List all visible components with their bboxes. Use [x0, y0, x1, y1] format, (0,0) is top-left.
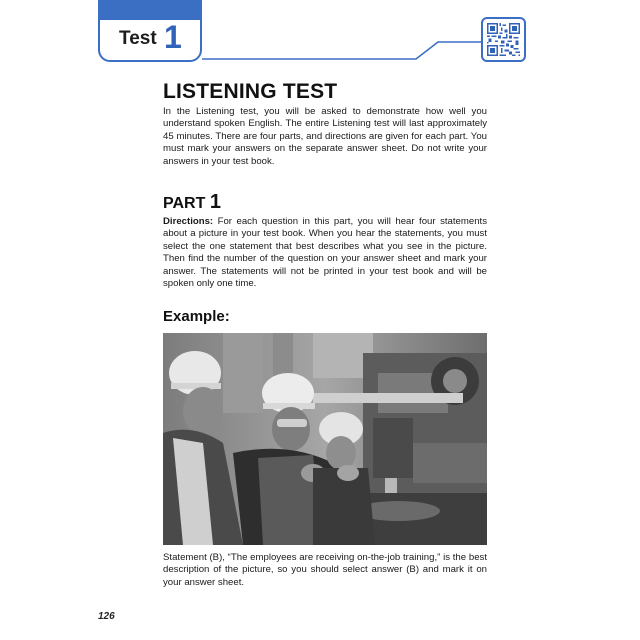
- page-number: 126: [98, 611, 115, 622]
- test-number: 1: [164, 19, 182, 55]
- part-number: 1: [209, 191, 221, 213]
- example-heading: Example:: [163, 308, 230, 325]
- part-heading: [163, 191, 221, 214]
- directions-label: Directions:: [163, 216, 214, 227]
- example-photo: [163, 333, 487, 545]
- example-statement: Statement (B), “The employees are receiving on-the-job training,” is the best description of the picture, so you should select answer (B) and mark it on your answer sheet.: [163, 552, 487, 588]
- qr-code-icon[interactable]: [481, 17, 526, 62]
- page-title: LISTENING TEST: [163, 80, 338, 103]
- header-rule: [0, 0, 640, 80]
- test-label: Test: [119, 28, 157, 49]
- part-label: PART: [163, 195, 206, 212]
- intro-paragraph: In the Listening test, you will be asked to demonstrate how well you understand spoken English. The entire Listening test will last approximately 45 minutes. There are four parts, and directions are given for each part. You must mark your answers on the separate answer sheet. Do not write your answers in your test book.: [163, 106, 487, 167]
- directions-paragraph: [163, 216, 487, 290]
- directions-text: For each question in this part, you will hear four statements about a picture in your test book. When you hear the statements, you must select the one statement that best describes what you see in the picture. Then find the number of the question on your answer sheet and mark your answer. The statements will not be printed in your test book and will be spoken only one time.: [163, 216, 487, 290]
- test-tab: [98, 0, 202, 62]
